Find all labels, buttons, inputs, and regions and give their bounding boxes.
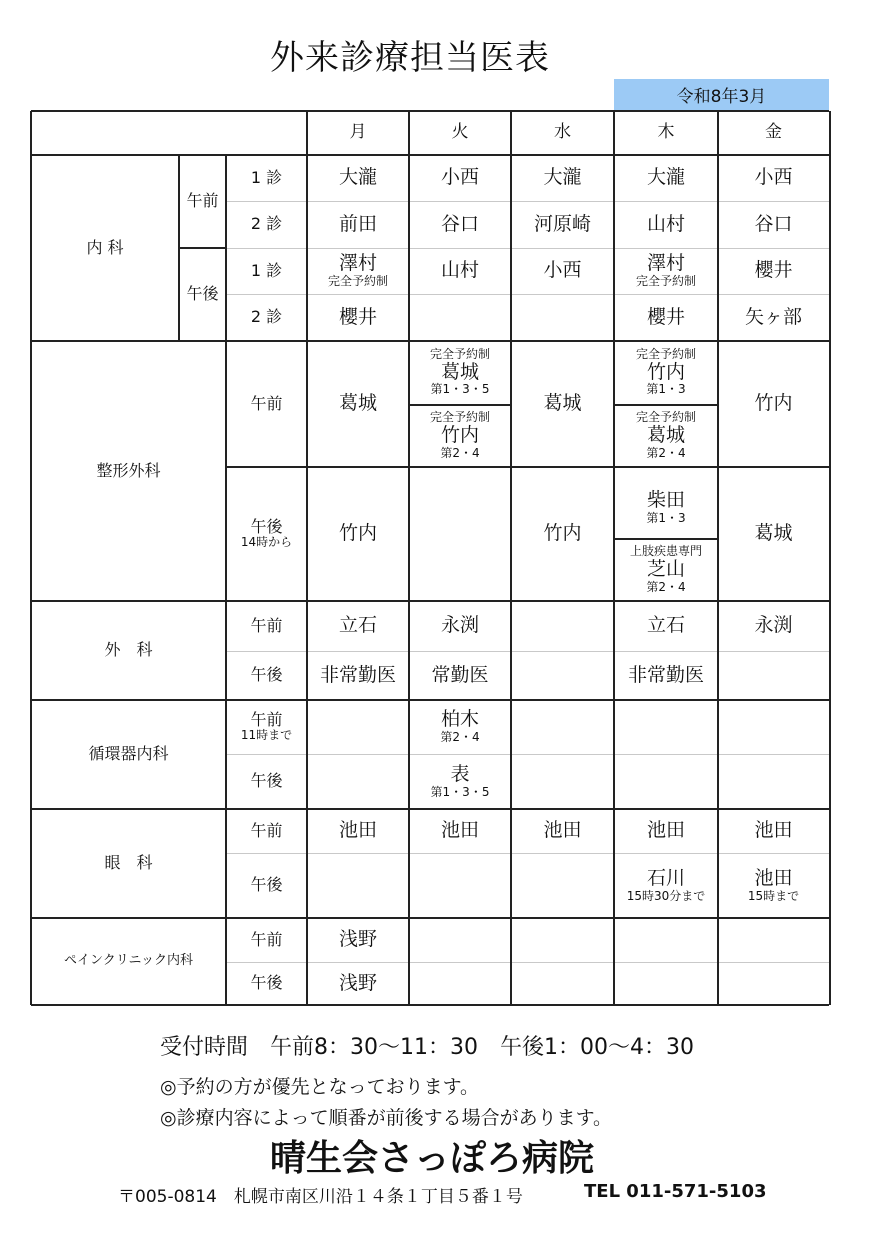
cell-text: 午後 [250, 875, 283, 895]
session-pm [226, 651, 307, 700]
doctor-cell [614, 601, 718, 651]
cell-text: 櫻井 [754, 259, 793, 282]
cell-text: 非常勤医 [627, 663, 704, 686]
cell-text: 午後 [250, 516, 283, 536]
cell-text: 外 科 [104, 640, 153, 660]
cell-text: 第2・4 [646, 579, 686, 594]
cell-text: 大瀧 [646, 166, 685, 189]
hospital-name: 晴生会さっぽろ病院 [269, 1138, 594, 1179]
cell-text: 第1・3 [646, 382, 686, 397]
cell-text: 大瀧 [543, 166, 582, 189]
cell-text: 1 診 [250, 260, 283, 280]
doctor-cell [307, 601, 409, 651]
cell-text: 葛城 [543, 392, 582, 415]
cell-text: 第2・4 [440, 445, 480, 460]
session-am [226, 341, 307, 467]
doctor-cell [409, 341, 511, 404]
doctor-cell [614, 651, 718, 700]
dept-pain [31, 918, 226, 1005]
cell-text: 柴田 [646, 488, 685, 511]
cell-text: 完全予約制 [327, 274, 388, 289]
doctor-cell [307, 467, 409, 601]
page-title: 外来診療担当医表 [270, 38, 550, 78]
doctor-cell [718, 601, 829, 651]
row-divider [226, 754, 829, 755]
session-pm [226, 962, 307, 1005]
cell-text: 小西 [543, 259, 582, 282]
cell-text: 池田 [646, 819, 685, 842]
doctor-cell [307, 201, 409, 248]
session-pm [226, 467, 307, 601]
cell-text: 表 [450, 762, 470, 785]
doctor-cell [614, 809, 718, 853]
cell-text: 葛城 [338, 392, 377, 415]
doctor-cell [307, 248, 409, 294]
doctor-cell [409, 754, 511, 809]
doctor-cell [307, 651, 409, 700]
cell-text: 大瀧 [338, 166, 377, 189]
cell-text: 午後 [186, 284, 219, 304]
cell-text: 芝山 [646, 558, 685, 581]
cell-text: 上肢疾患専門 [629, 544, 702, 559]
doctor-cell [307, 809, 409, 853]
doctor-cell [511, 248, 614, 294]
doctor-cell [614, 294, 718, 341]
cell-text: 2 診 [250, 214, 283, 234]
cell-text: 完全予約制 [429, 410, 490, 425]
cell-text: 池田 [754, 819, 793, 842]
cell-text: 火 [451, 122, 469, 143]
cell-text: 午前 [186, 191, 219, 211]
doctor-cell [718, 809, 829, 853]
cell-text: 第2・4 [646, 445, 686, 460]
cell-text: 山村 [440, 259, 479, 282]
cell-text: 2 診 [250, 307, 283, 327]
cell-text: 午後 [250, 771, 283, 791]
column-divider [829, 111, 831, 1005]
session-am [226, 809, 307, 853]
cell-text: 第1・3・5 [430, 784, 490, 799]
cell-text: 午前 [250, 615, 283, 635]
doctor-cell [718, 201, 829, 248]
cell-text: 金 [765, 122, 782, 143]
cell-text: 矢ヶ部 [744, 305, 802, 328]
day-header [307, 111, 409, 155]
hospital-tel: TEL 011-571-5103 [584, 1181, 767, 1202]
cell-text: 櫻井 [338, 305, 377, 328]
day-header [511, 111, 614, 155]
cell-text: 完全予約制 [635, 274, 696, 289]
session-pm [226, 754, 307, 809]
cell-text: 木 [657, 122, 675, 143]
cell-text: 14時から [240, 535, 293, 550]
doctor-cell [409, 651, 511, 700]
doctor-cell [409, 201, 511, 248]
reception-hours: 受付時間 午前8：30〜11：30 午後1：00〜4：30 [160, 1035, 694, 1060]
doctor-cell [718, 467, 829, 601]
cell-text: 15時まで [747, 888, 800, 903]
slot-label [226, 248, 307, 294]
doctor-cell [409, 155, 511, 201]
cell-text: 立石 [338, 614, 377, 637]
session-am [179, 155, 226, 248]
doctor-cell [614, 155, 718, 201]
slot-label [226, 201, 307, 248]
cell-text: 竹内 [338, 522, 377, 545]
cell-text: 完全予約制 [635, 410, 696, 425]
cell-text: 浅野 [338, 971, 377, 994]
doctor-cell [718, 341, 829, 467]
cell-text: 永渕 [440, 614, 479, 637]
cell-text: 第2・4 [440, 730, 480, 745]
cell-text: 竹内 [543, 522, 582, 545]
cell-text: 循環器内科 [88, 744, 169, 764]
doctor-cell [614, 201, 718, 248]
doctor-cell [614, 539, 718, 601]
hospital-address: 〒005-0814 札幌市南区川沿１４条１丁目５番１号 [118, 1187, 523, 1207]
session-am [226, 700, 307, 754]
dept-naika [31, 155, 179, 341]
doctor-cell [307, 918, 409, 962]
cell-text: 水 [554, 122, 571, 143]
doctor-cell [511, 155, 614, 201]
cell-text: 竹内 [754, 392, 793, 415]
cell-text: 前田 [338, 212, 377, 235]
cell-text: 完全予約制 [429, 346, 490, 361]
doctor-cell [614, 248, 718, 294]
doctor-cell [511, 341, 614, 467]
doctor-cell [614, 477, 718, 538]
cell-text: 午前 [250, 709, 283, 729]
dept-junkanki [31, 700, 226, 809]
doctor-cell [718, 155, 829, 201]
cell-text: 櫻井 [646, 305, 685, 328]
cell-text: 谷口 [754, 212, 793, 235]
doctor-cell [718, 853, 829, 918]
doctor-cell [614, 341, 718, 404]
cell-text: 11時まで [240, 728, 293, 743]
cell-text: 池田 [754, 866, 793, 889]
cell-text: 池田 [440, 819, 479, 842]
doctor-cell [409, 601, 511, 651]
cell-text: 午前 [250, 820, 283, 840]
doctor-cell [409, 809, 511, 853]
doctor-cell [307, 294, 409, 341]
cell-text: 山村 [646, 212, 685, 235]
cell-text: 葛城 [754, 522, 793, 545]
cell-text: 小西 [440, 166, 479, 189]
session-pm [179, 248, 226, 341]
cell-text: 第1・3・5 [430, 382, 490, 397]
cell-text: 澤村 [338, 252, 377, 275]
note-reservation-priority: ◎予約の方が優先となっております。 [160, 1076, 480, 1098]
cell-text: 柏木 [440, 708, 479, 731]
cell-text: 葛城 [440, 360, 479, 383]
session-pm [226, 853, 307, 918]
doctor-cell [307, 155, 409, 201]
cell-text: 竹内 [440, 424, 479, 447]
slot-label [226, 155, 307, 201]
cell-text: ペインクリニック内科 [64, 953, 193, 969]
day-header [718, 111, 829, 155]
cell-text: 月 [349, 122, 367, 143]
doctor-cell [718, 294, 829, 341]
doctor-cell [511, 201, 614, 248]
doctor-cell [307, 962, 409, 1005]
dept-geka [31, 601, 226, 700]
day-header [409, 111, 511, 155]
doctor-cell [614, 853, 718, 918]
cell-text: 午前 [250, 929, 283, 949]
doctor-cell [614, 405, 718, 467]
cell-text: 第1・3 [646, 510, 686, 525]
session-am [226, 601, 307, 651]
cell-text: 整形外科 [96, 460, 161, 480]
cell-text: 午後 [250, 973, 283, 993]
cell-text: 1 診 [250, 167, 283, 187]
doctor-cell [511, 467, 614, 601]
session-am [226, 918, 307, 962]
doctor-cell [511, 809, 614, 853]
cell-text: 河原崎 [533, 212, 591, 235]
cell-text: 完全予約制 [635, 346, 696, 361]
cell-text: 15時30分まで [626, 888, 706, 903]
cell-text: 澤村 [646, 252, 685, 275]
doctor-cell [307, 341, 409, 467]
dept-ganka [31, 809, 226, 918]
doctor-cell [718, 248, 829, 294]
cell-text: 谷口 [440, 212, 479, 235]
doctor-cell [409, 405, 511, 467]
cell-text: 石川 [646, 866, 685, 889]
dept-seikei [31, 341, 226, 601]
slot-label [226, 294, 307, 341]
cell-text: 竹内 [646, 360, 685, 383]
note-order-change: ◎診療内容によって順番が前後する場合があります。 [160, 1107, 613, 1129]
cell-text: 午前 [250, 393, 283, 413]
day-header [614, 111, 718, 155]
doctor-cell [409, 248, 511, 294]
cell-text: 眼 科 [104, 853, 153, 873]
cell-text: 浅野 [338, 928, 377, 951]
cell-text: 池田 [543, 819, 582, 842]
date-badge: 令和8年3月 [614, 79, 829, 110]
cell-text: 常勤医 [431, 663, 489, 686]
cell-text: 葛城 [646, 424, 685, 447]
doctor-cell [409, 700, 511, 754]
cell-text: 小西 [754, 166, 793, 189]
cell-text: 午後 [250, 665, 283, 685]
cell-text: 立石 [646, 614, 685, 637]
cell-text: 内 科 [86, 237, 124, 257]
cell-text: 非常勤医 [319, 663, 396, 686]
cell-text: 永渕 [754, 614, 793, 637]
cell-text: 池田 [338, 819, 377, 842]
